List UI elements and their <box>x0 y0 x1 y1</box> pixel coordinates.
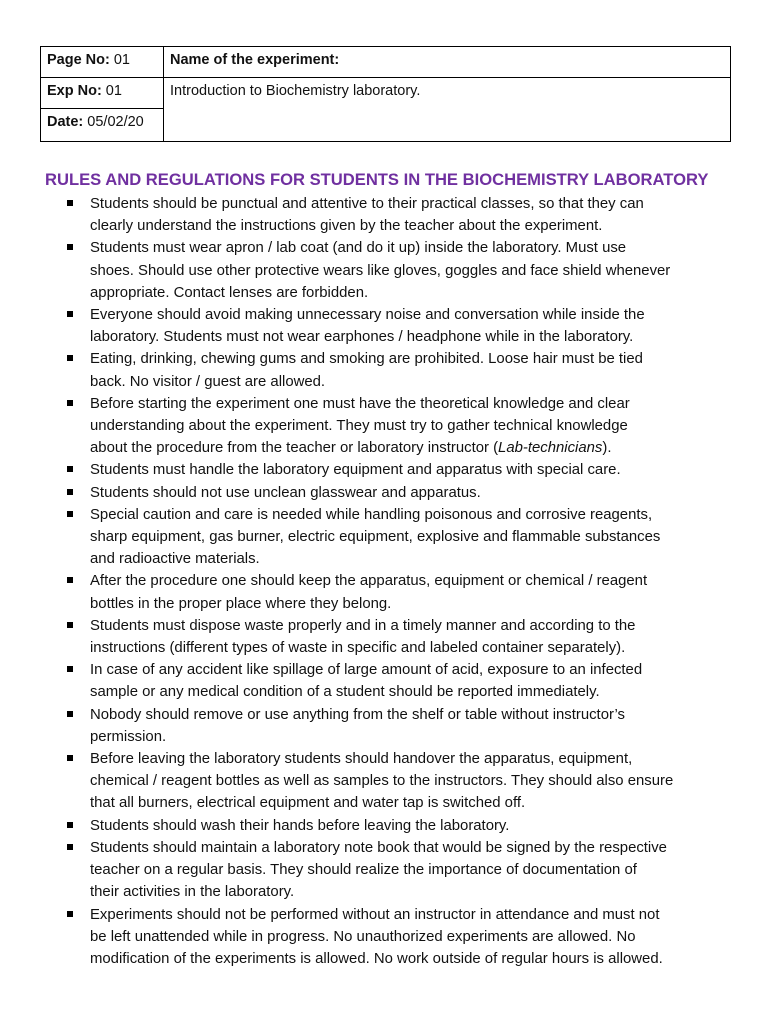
rule-text-line: and radioactive materials. <box>90 551 260 568</box>
rule-item <box>67 615 739 659</box>
rule-text-line: bottles in the proper place where they belong. <box>90 595 392 612</box>
rule-item <box>67 748 739 815</box>
rule-text-line: Students should be punctual and attentive to their practical classes, so that they can <box>90 196 644 212</box>
rule-item <box>67 237 739 304</box>
rule-text-line: Before leaving the laboratory students should handover the apparatus, equipment, <box>90 751 633 768</box>
square-bullet-icon <box>67 711 73 717</box>
square-bullet-icon <box>67 755 73 761</box>
rule-text-segment: ). <box>602 440 612 457</box>
rule-text-emphasis: Lab-technicians <box>498 440 603 457</box>
page-no-value: 01 <box>109 52 131 68</box>
rule-item <box>67 348 739 392</box>
page-no-label: Page No: <box>47 52 110 68</box>
rule-text-line: Experiments should not be performed without an instructor in attendance and must not <box>90 906 660 923</box>
rule-text-line: that all burners, electrical equipment and water tap is switched off. <box>90 795 526 812</box>
rule-text-line: laboratory. Students must not wear earphones / headphone while in the laboratory. <box>90 329 634 346</box>
exp-no-value: 01 <box>101 83 122 99</box>
rule-text-line: Students should wash their hands before leaving the laboratory. <box>90 817 510 834</box>
date-label: Date: <box>47 114 84 130</box>
rule-text-line: Students should maintain a laboratory note book that would be signed by the respective <box>90 839 667 856</box>
rule-text-line: teacher on a regular basis. They should realize the importance of documentation of <box>90 862 637 879</box>
square-bullet-icon <box>67 311 73 317</box>
rule-text-line: back. No visitor / guest are allowed. <box>90 373 326 390</box>
rule-item <box>67 482 739 504</box>
experiment-name-value-cell <box>164 78 731 142</box>
rule-item <box>67 570 739 614</box>
rules-list <box>67 193 739 970</box>
exp-no-label: Exp No: <box>47 83 102 99</box>
exp-no-cell <box>41 78 164 109</box>
page-no-cell <box>41 47 164 78</box>
square-bullet-icon <box>67 489 73 495</box>
rule-item <box>67 837 739 904</box>
square-bullet-icon <box>67 511 73 517</box>
rule-text-line: Everyone should avoid making unnecessary noise and conversation while inside the <box>90 307 645 324</box>
square-bullet-icon <box>67 244 73 250</box>
rule-item <box>67 815 739 837</box>
rule-item <box>67 904 739 971</box>
rule-text-line: sharp equipment, gas burner, electric equipment, explosive and flammable substances <box>90 529 661 546</box>
rule-text-line: permission. <box>90 728 167 745</box>
rule-text-line: Students should not use unclean glasswear and apparatus. <box>90 484 481 501</box>
rule-text-line: be left unattended while in progress. No unauthorized experiments are allowed. No <box>90 928 636 945</box>
rule-item <box>67 393 739 460</box>
rule-text-line: After the procedure one should keep the apparatus, equipment or chemical / reagent <box>90 573 648 590</box>
square-bullet-icon <box>67 355 73 361</box>
rule-text-line: understanding about the experiment. They must try to gather technical knowledge <box>90 418 628 435</box>
date-cell <box>41 109 164 142</box>
rule-item <box>67 659 739 703</box>
experiment-name-value: Introduction to Biochemistry laboratory. <box>170 83 421 99</box>
date-value: 05/02/20 <box>83 114 144 130</box>
rule-item <box>67 704 739 748</box>
rule-text-line: Students must dispose waste properly and in a timely manner and according to the <box>90 617 636 634</box>
square-bullet-icon <box>67 466 73 472</box>
rule-text-line: instructions (different types of waste in specific and labeled container separately). <box>90 640 626 657</box>
square-bullet-icon <box>67 200 73 206</box>
square-bullet-icon <box>67 622 73 628</box>
experiment-header-table <box>40 46 731 142</box>
rule-text-line: sample or any medical condition of a student should be reported immediately. <box>90 684 600 701</box>
rule-text-line: Students must handle the laboratory equipment and apparatus with special care. <box>90 462 621 479</box>
rule-text-segment: about the procedure from the teacher or laboratory instructor ( <box>90 440 499 457</box>
rule-text-line: modification of the experiments is allowed. No work outside of regular hours is allowed. <box>90 950 663 967</box>
rule-text-line: Special caution and care is needed while handling poisonous and corrosive reagents, <box>90 506 653 523</box>
rule-text-line: Nobody should remove or use anything from the shelf or table without instructor’s <box>90 706 625 723</box>
rule-item <box>67 459 739 481</box>
rule-item <box>67 304 739 348</box>
rule-text-line: appropriate. Contact lenses are forbidden. <box>90 284 369 301</box>
experiment-name-label-cell <box>164 47 731 78</box>
rule-text-line: shoes. Should use other protective wears like gloves, goggles and face shield whenever <box>90 262 671 279</box>
square-bullet-icon <box>67 844 73 850</box>
square-bullet-icon <box>67 577 73 583</box>
rule-text-line: chemical / reagent bottles as well as samples to the instructors. They should also ensure <box>90 773 674 790</box>
rule-text-line: In case of any accident like spillage of large amount of acid, exposure to an infected <box>90 662 643 679</box>
square-bullet-icon <box>67 666 73 672</box>
rule-text-line: Eating, drinking, chewing gums and smoking are prohibited. Loose hair must be tied <box>90 351 643 368</box>
square-bullet-icon <box>67 822 73 828</box>
rule-text-line: Before starting the experiment one must have the theoretical knowledge and clear <box>90 395 630 412</box>
square-bullet-icon <box>67 400 73 406</box>
rule-text-line: their activities in the laboratory. <box>90 884 295 901</box>
rule-item <box>67 193 739 237</box>
rule-text-line: Students must wear apron / lab coat (and do it up) inside the laboratory. Must use <box>90 240 627 257</box>
rule-text-line: clearly understand the instructions given by the teacher about the experiment. <box>90 218 603 235</box>
rule-item <box>67 504 739 571</box>
rule-text-line <box>90 437 739 459</box>
square-bullet-icon <box>67 911 73 917</box>
section-title: RULES AND REGULATIONS FOR STUDENTS IN THE BIOCHEMISTRY LABORATORY <box>45 170 709 189</box>
experiment-name-label: Name of the experiment: <box>170 52 340 68</box>
